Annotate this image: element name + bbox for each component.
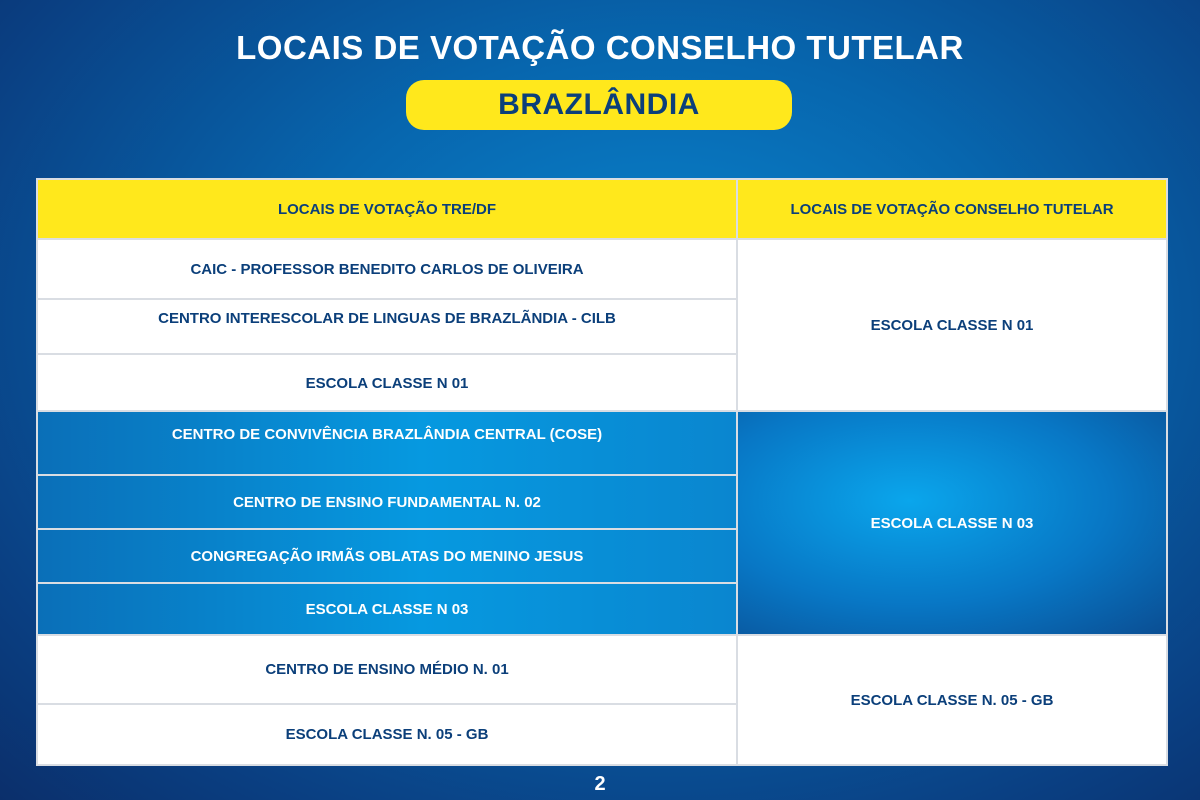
tre-location-cell: CENTRO DE ENSINO MÉDIO N. 01 (37, 635, 737, 704)
table-row (37, 411, 1167, 475)
tre-location-cell: CENTRO INTERESCOLAR DE LINGUAS DE BRAZLÃNDIA - CILB (37, 299, 737, 354)
tre-location-cell: ESCOLA CLASSE N 03 (37, 583, 737, 635)
tre-location-cell: ESCOLA CLASSE N 01 (37, 354, 737, 411)
table-row (37, 239, 1167, 299)
tre-location-cell: CENTRO DE CONVIVÊNCIA BRAZLÂNDIA CENTRAL (COSE) (37, 411, 737, 475)
conselho-location-cell: ESCOLA CLASSE N 03 (737, 411, 1167, 635)
conselho-location-cell: ESCOLA CLASSE N. 05 - GB (737, 635, 1167, 765)
region-badge: BRAZLÂNDIA (406, 80, 792, 130)
tre-location-cell: CENTRO DE ENSINO FUNDAMENTAL N. 02 (37, 475, 737, 529)
tre-location-cell: CAIC - PROFESSOR BENEDITO CARLOS DE OLIVEIRA (37, 239, 737, 299)
table-header-row (37, 179, 1167, 239)
table-row (37, 635, 1167, 704)
page-title: LOCAIS DE VOTAÇÃO CONSELHO TUTELAR (236, 29, 964, 66)
tre-location-cell: CONGREGAÇÃO IRMÃS OBLATAS DO MENINO JESUS (37, 529, 737, 583)
conselho-location-cell: ESCOLA CLASSE N 01 (737, 239, 1167, 411)
column-header-tre: LOCAIS DE VOTAÇÃO TRE/DF (37, 179, 737, 239)
page-number: 2 (594, 773, 606, 795)
tre-location-cell: ESCOLA CLASSE N. 05 - GB (37, 704, 737, 765)
voting-locations-table (36, 178, 1168, 766)
column-header-conselho: LOCAIS DE VOTAÇÃO CONSELHO TUTELAR (737, 179, 1167, 239)
